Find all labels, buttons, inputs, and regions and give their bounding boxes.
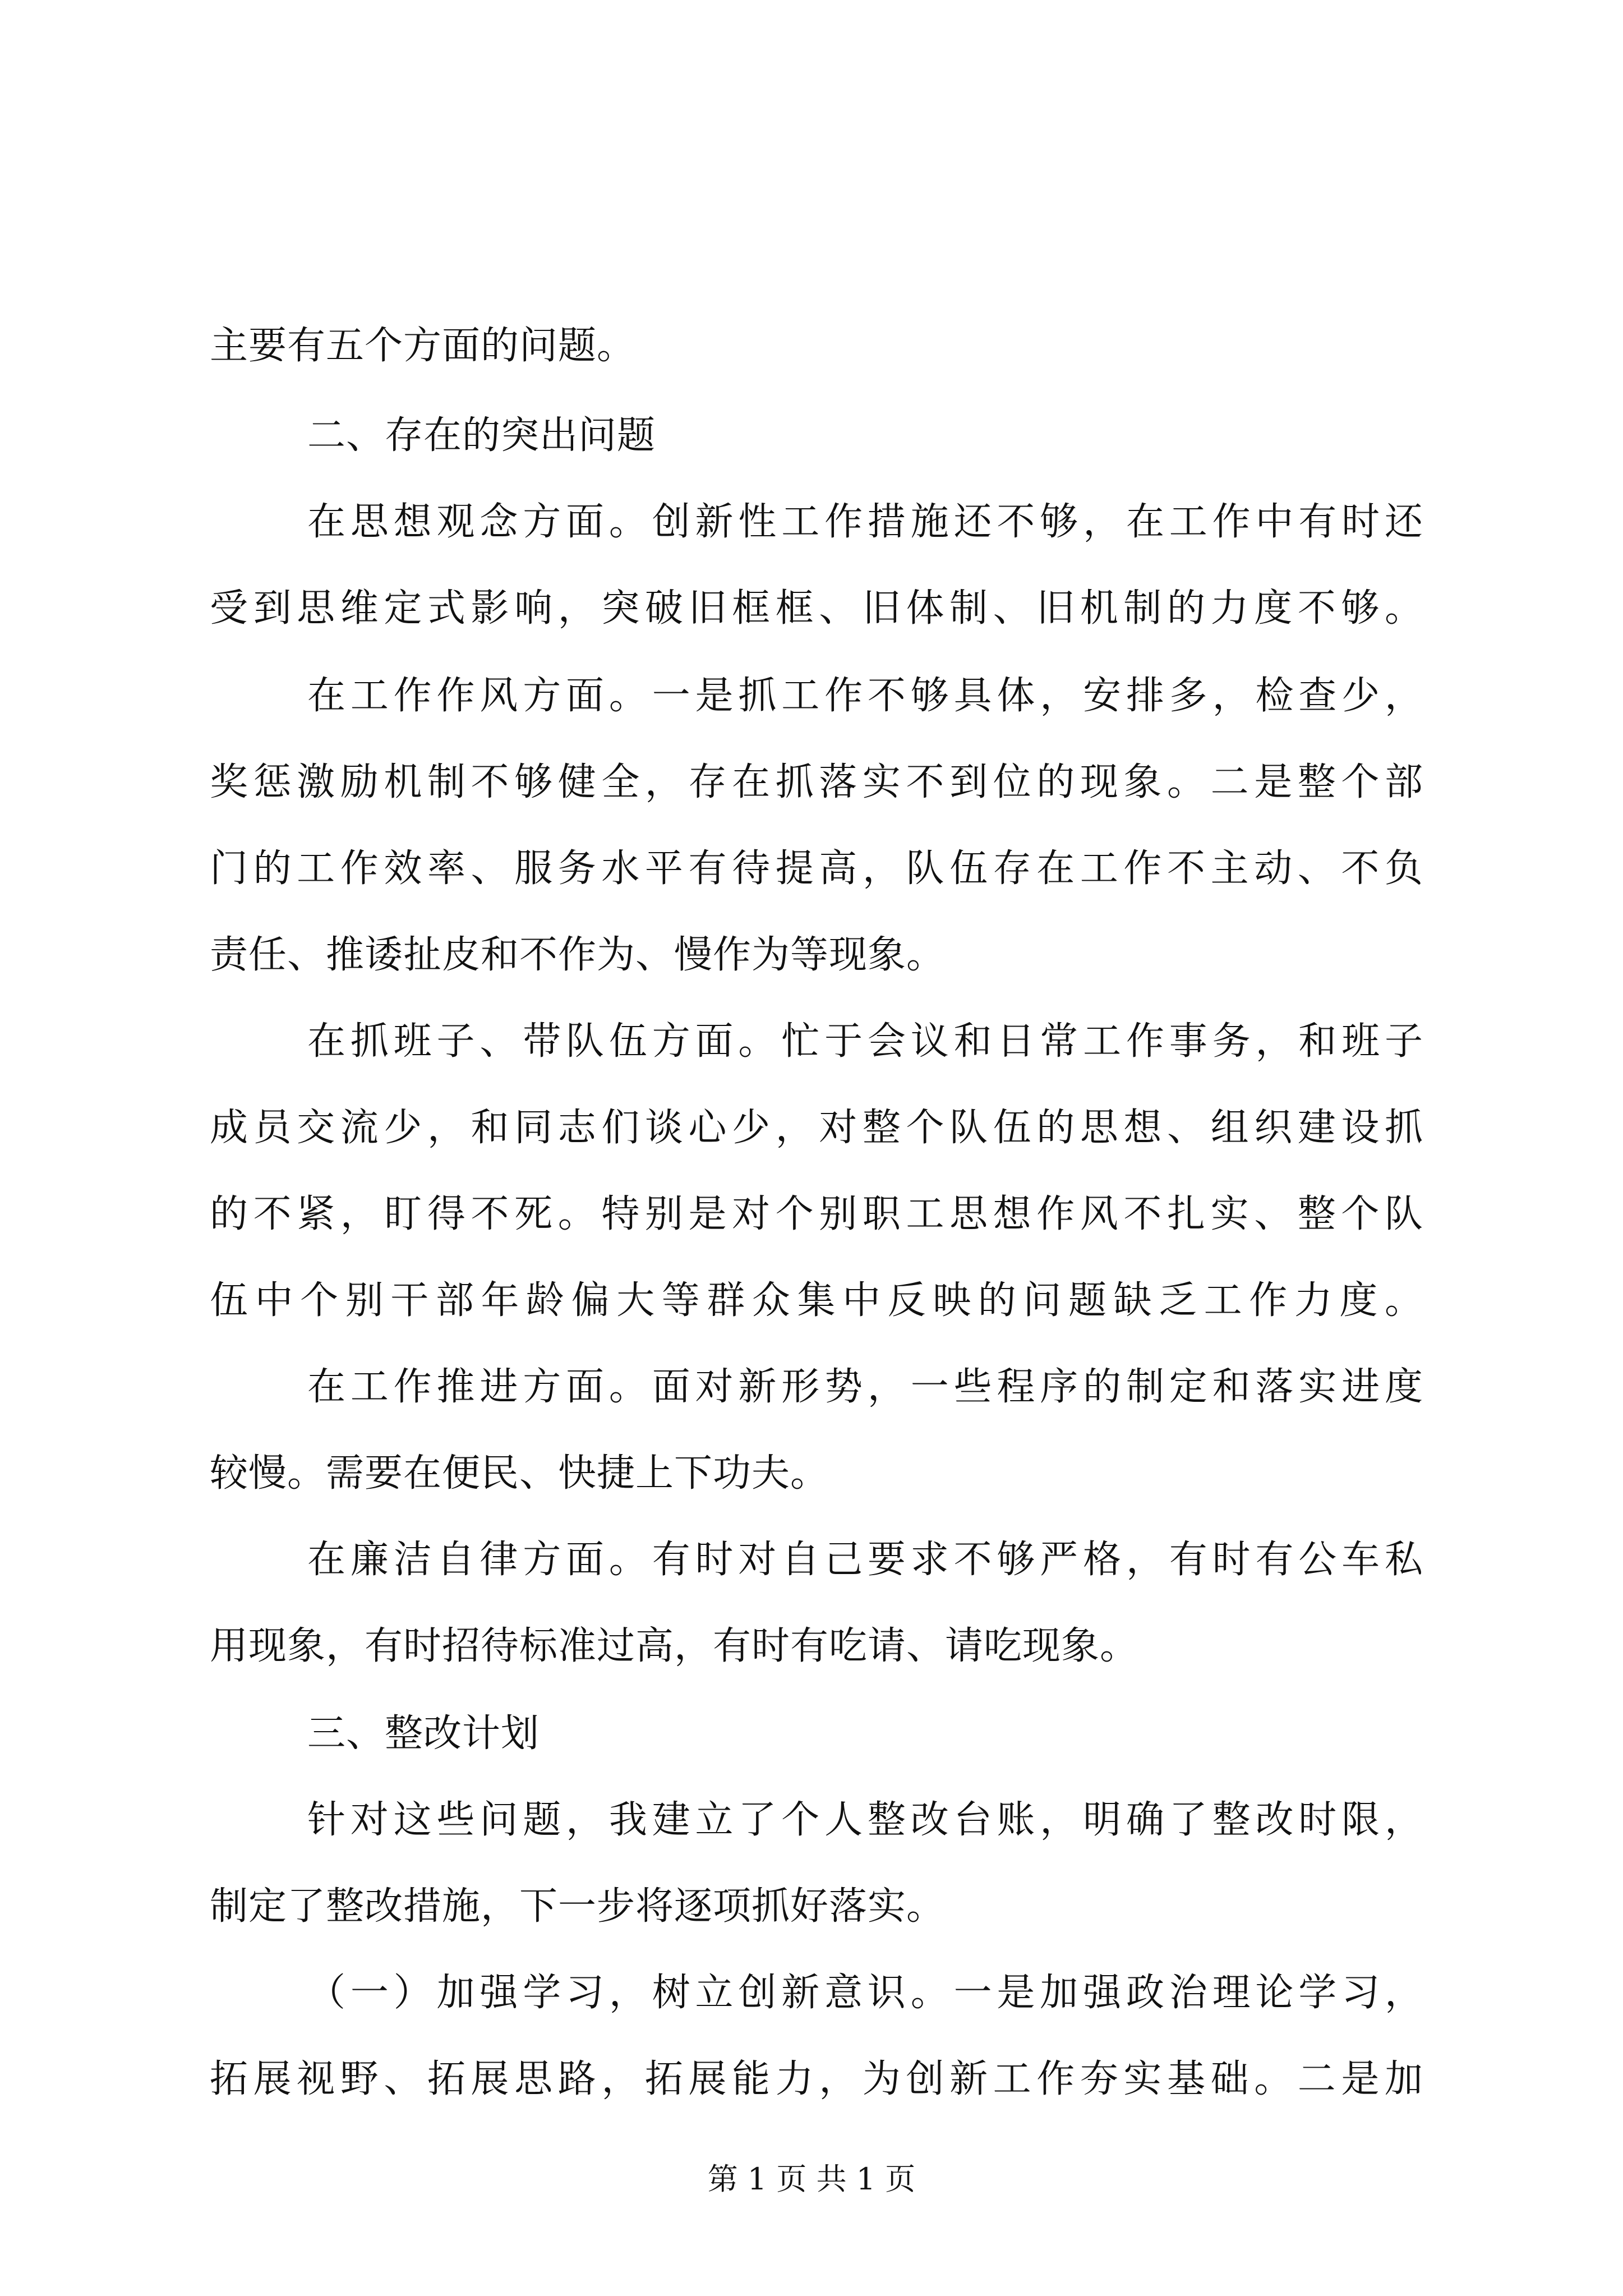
text-line: 用现象，有时招待标准过高，有时有吃请、请吃现象。: [210, 1624, 1139, 1668]
text-line: 在廉洁自律方面。有时对自己要求不够严格，有时有公车私: [307, 1538, 1423, 1582]
page-number-footer: 第 1 页 共 1 页: [707, 2161, 916, 2197]
text-line: 拓展视野、拓展思路，拓展能力，为创新工作夯实基础。二是加: [210, 2057, 1423, 2101]
text-line: 责任、推诿扯皮和不作为、慢作为等现象。: [210, 933, 946, 977]
text-line: 较慢。需要在便民、快捷上下功夫。: [210, 1451, 829, 1496]
text-line: 门的工作效率、服务水平有待提高，队伍存在工作不主动、不负: [210, 846, 1423, 891]
text-line: 制定了整改措施，下一步将逐项抓好落实。: [210, 1884, 946, 1929]
text-line: 受到思维定式影响，突破旧框框、旧体制、旧机制的力度不够。: [210, 586, 1423, 631]
text-line: （一）加强学习，树立创新意识。一是加强政治理论学习，: [307, 1971, 1423, 2015]
text-line: 主要有五个方面的问题。: [210, 324, 636, 368]
text-line: 在思想观念方面。创新性工作措施还不够，在工作中有时还: [307, 500, 1423, 544]
section-heading: 三、整改计划: [307, 1711, 540, 1756]
text-line: 伍中个别干部年龄偏大等群众集中反映的问题缺乏工作力度。: [210, 1278, 1423, 1323]
section-heading: 二、存在的突出问题: [307, 413, 656, 458]
text-line: 在工作作风方面。一是抓工作不够具体，安排多，检查少，: [307, 674, 1423, 718]
text-line: 在抓班子、带队伍方面。忙于会议和日常工作事务，和班子: [307, 1019, 1423, 1064]
text-line: 的不紧，盯得不死。特别是对个别职工思想作风不扎实、整个队: [210, 1192, 1423, 1236]
text-line: 在工作推进方面。面对新形势，一些程序的制定和落实进度: [307, 1365, 1423, 1409]
text-line: 成员交流少，和同志们谈心少，对整个队伍的思想、组织建设抓: [210, 1106, 1423, 1150]
text-line: 奖惩激励机制不够健全，存在抓落实不到位的现象。二是整个部: [210, 760, 1423, 804]
text-line: 针对这些问题，我建立了个人整改台账，明确了整改时限，: [307, 1798, 1423, 1842]
